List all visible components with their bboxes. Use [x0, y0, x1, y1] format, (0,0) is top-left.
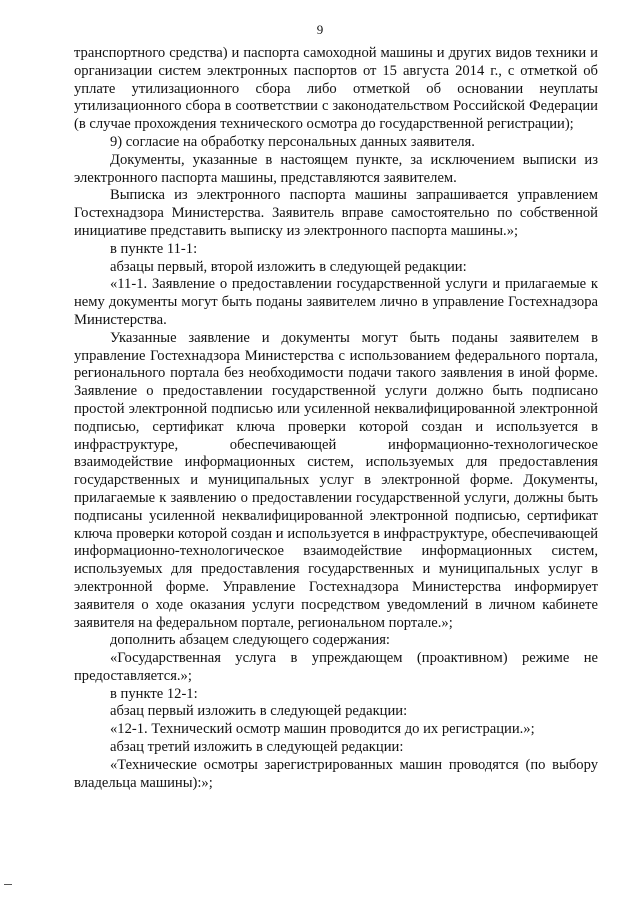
page-number: 9	[316, 22, 324, 37]
paragraph: абзацы первый, второй изложить в следующей редакции:	[110, 258, 467, 275]
scan-margin-mark	[4, 884, 12, 885]
paragraph: дополнить абзацем следующего содержания:	[110, 632, 390, 649]
paragraph: «11-1. Заявление о предоставлении государственной услуги и прилагаемые к нему документы могут быть поданы заявителем лично в управление Гостехнадзора Министерства.	[74, 276, 598, 328]
paragraph: в пункте 11-1:	[110, 240, 198, 257]
paragraph: абзац третий изложить в следующей редакции:	[110, 739, 404, 756]
document-body	[74, 45, 598, 792]
paragraph: «12-1. Технический осмотр машин проводится до их регистрации.»;	[110, 721, 535, 738]
paragraph: Указанные заявление и документы могут быть поданы заявителем в управление Гостехнадзора Министерства с использованием федерального портала, регионального портала без необходимости подачи такого заявления в иной форме. Заявление о предоставлении государственной услуги должно быть подписано простой электронной подписью или усиленной неквалифицированной электронной подписью, сертификат ключа проверки которой создан и используется в инфраструктуре, обеспечивающей информационно-технологическое взаимодействие информационных систем, используемых для предоставления государственных и муниципальных услуг в электронной форме. Документы, прилагаемые к заявлению о предоставлении государственной услуги, должны быть подписаны усиленной неквалифицированной электронной подписью, сертификат ключа проверки которой создан и используется в инфраструктуре, обеспечивающей информационно-технологическое взаимодействие информационных систем, используемых для предоставления государственных и муниципальных услуг в электронной форме. Управление Гостехнадзора Министерства информирует заявителя о ходе оказания услуги посредством уведомлений в личном кабинете заявителя на федеральном портале, региональном портале.»;	[74, 329, 598, 631]
paragraph: 9) согласие на обработку персональных данных заявителя.	[110, 133, 475, 150]
paragraph: в пункте 12-1:	[110, 685, 198, 702]
paragraph: «Государственная услуга в упреждающем (проактивном) режиме не предоставляется.»;	[74, 650, 598, 684]
paragraph: Выписка из электронного паспорта машины запрашивается управлением Гостехнадзора Министерства. Заявитель вправе самостоятельно по собственной инициативе представить выписку из электронного паспорта машины.»;	[74, 187, 598, 239]
paragraph: Документы, указанные в настоящем пункте, за исключением выписки из электронного паспорта машины, представляются заявителем.	[74, 151, 598, 186]
paragraph: «Технические осмотры зарегистрированных машин проводятся (по выбору владельца машины):»;	[74, 756, 598, 791]
paragraph: абзац первый изложить в следующей редакции:	[110, 703, 408, 720]
paragraph: транспортного средства) и паспорта самоходной машины и других видов техники и организации систем электронных паспортов от 15 августа 2014 г., с отметкой об уплате утилизационного сбора либо отметкой об основании неуплаты утилизационного сбора в соответствии с законодательством Российской Федерации (в случае прохождения технического осмотра до государственной регистрации);	[74, 45, 598, 133]
